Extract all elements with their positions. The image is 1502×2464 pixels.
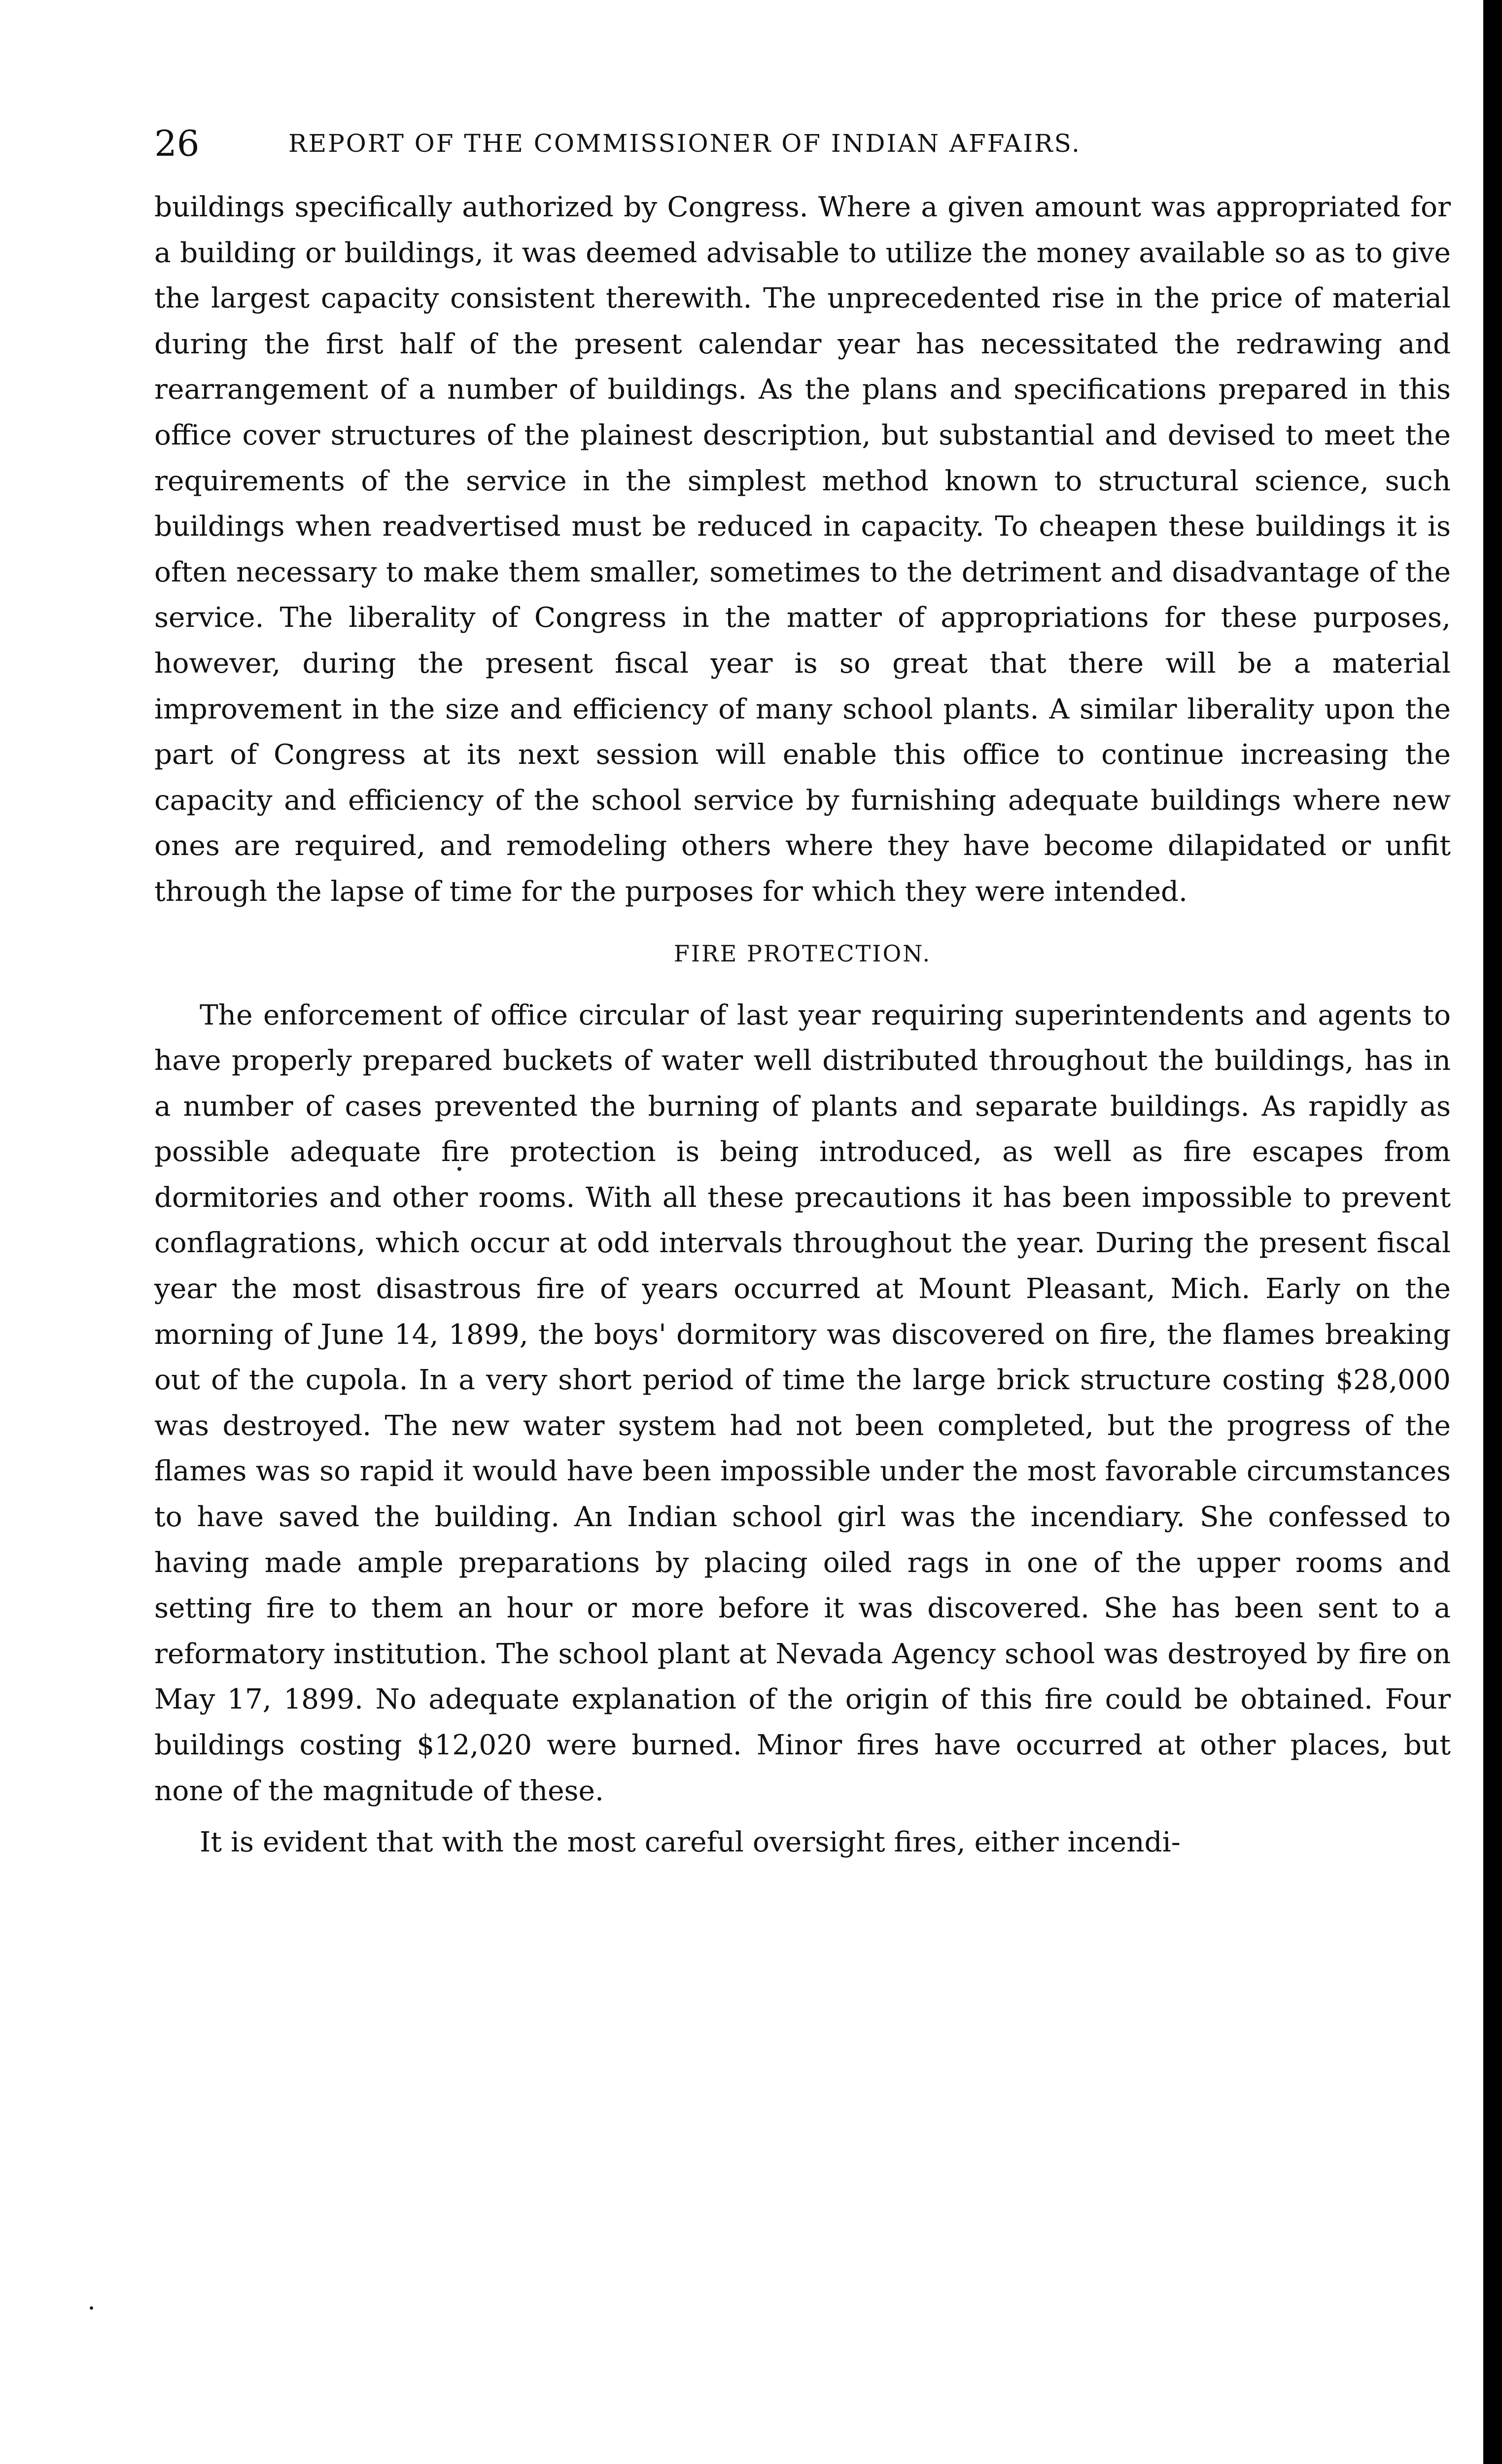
paragraph-buildings: buildings specifically authorized by Congress. Where a given amount was appropriated for a building or buildings, it was deemed advisable to utilize the money available so as to give the largest capacity consistent therewith. The unprecedented rise in the price of material during the first half of the present calendar year has necessitated the redrawing and rearrangement of a number of buildings. As the plans and specifications prepared in this office cover structures of the plainest description, but substantial and devised to meet the requirements of the service in the simplest method known to structural science, such buildings when readvertised must be reduced in capacity. To cheapen these buildings it is often necessary to make them smaller, sometimes to the detriment and disadvantage of the service. The liberality of Congress in the matter of appropriations for these purposes, however, during the present fiscal year is so great that there will be a material improvement in the size and efficiency of many school plants. A similar liberality upon the part of Congress at its next session will enable this office to continue increasing the capacity and efficiency of the school service by furnishing adequate buildings where new ones are required, and remodeling others where they have become dilapidated or unfit through the lapse of time for the purposes for which they were intended. — [154, 191, 1451, 908]
page-header — [154, 116, 1451, 171]
scan-edge-right — [1483, 0, 1502, 2464]
paragraph-fire-protection: The enforcement of office circular of last year requiring superintendents and agents to have properly prepared buckets of water well distributed throughout the buildings, has in a number of cases prevented the burning of plants and separate buildings. As rapidly as possible adequate fire protection is being introduced, as well as fire escapes from dormitories and other rooms. With all these precautions it has been impossible to prevent conflagrations, which occur at odd intervals throughout the year. During the present fiscal year the most disastrous fire of years occurred at Mount Pleasant, Mich. Early on the morning of June 14, 1899, the boys' dormitory was discovered on fire, the flames breaking out of the cupola. In a very short period of time the large brick structure costing $28,000 was destroyed. The new water system had not been completed, but the progress of the flames was so rapid it would have been impossible under the most favorable circumstances to have saved the building. An Indian school girl was the incendiary. She confessed to having made ample preparations by placing oiled rags in one of the upper rooms and setting fire to them an hour or more before it was discovered. She has been sent to a reformatory institution. The school plant at Nevada Agency school was destroyed by fire on May 17, 1899. No adequate explanation of the origin of this fire could be obtained. Four buildings costing $12,020 were burned. Minor fires have occurred at other places, but none of the magnitude of these. — [154, 999, 1451, 1807]
running-head: REPORT OF THE COMMISSIONER OF INDIAN AFFAIRS. — [288, 129, 1081, 158]
scan-speck — [90, 2306, 93, 2310]
page-number: 26 — [154, 123, 200, 164]
document-page — [154, 116, 1451, 1866]
section-heading-fire-protection: FIRE PROTECTION. — [673, 940, 932, 967]
paragraph-continuation: It is evident that with the most careful oversight fires, either incendi- — [200, 1826, 1181, 1859]
